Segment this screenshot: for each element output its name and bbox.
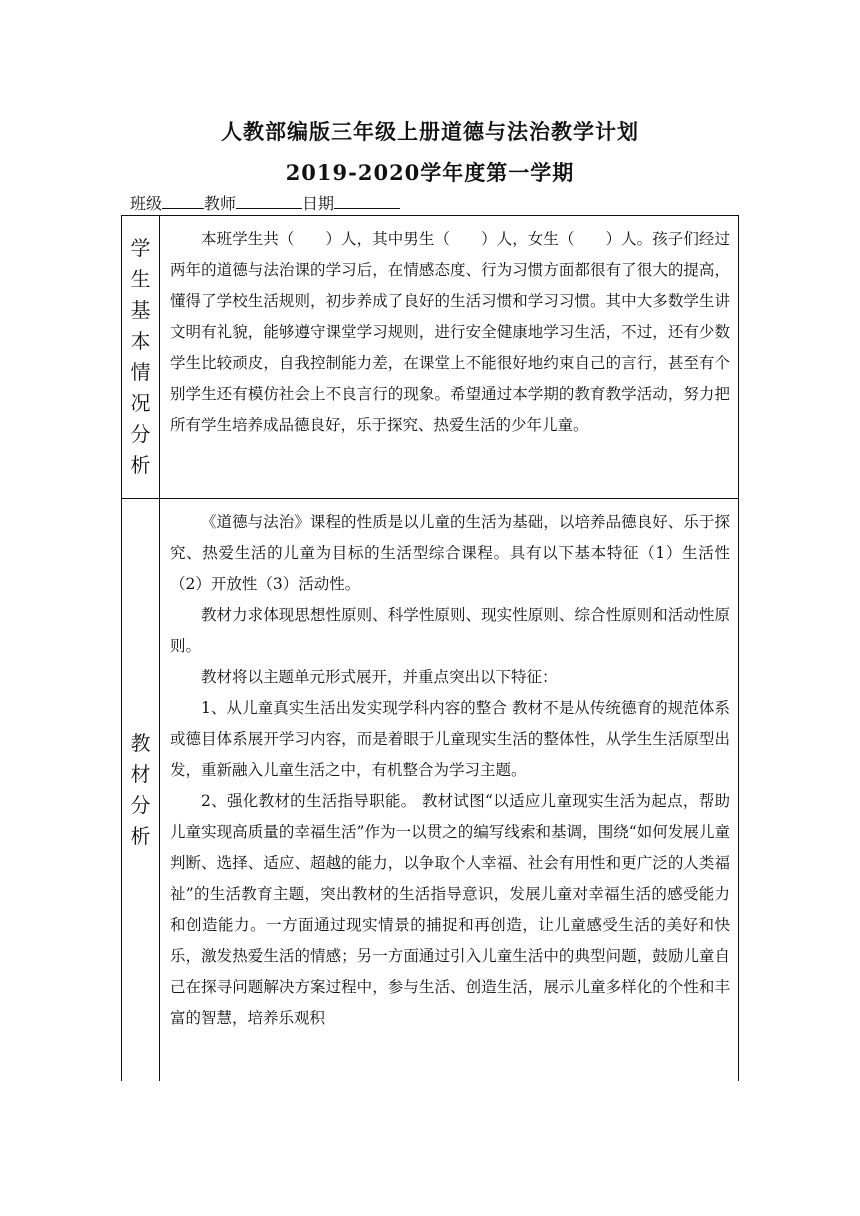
label-char: 基 bbox=[130, 298, 151, 322]
textbook-analysis-content bbox=[160, 499, 739, 1082]
paragraph: 本班学生共（ ）人，其中男生（ ）人，女生（ ）人。孩子们经过两年的道德与法治课的学习后，在情感态度、行为习惯方面都很有了很大的提高，懂得了学校生活规则，初步养成了良好的生活习惯和学习习惯。其中大多数学生讲文明有礼貌，能够遵守课堂学习规则，进行安全健康地学习生活，不过，还有少数学生比较顽皮，自我控制能力差，在课堂上不能很好地约束自己的言行，甚至有个别学生还有模仿社会上不良言行的现象。希望通过本学期的教育教学活动，努力把所有学生培养成品德良好，乐于探究、热爱生活的少年儿童。 bbox=[170, 230, 730, 434]
document-subtitle: 2019-2020学年度第一学期 bbox=[285, 160, 575, 185]
label-char: 材 bbox=[130, 762, 151, 786]
paragraph: 教材力求体现思想性原则、科学性原则、现实性原则、综合性原则和活动性原则。 bbox=[170, 606, 730, 655]
date-label: 日期 bbox=[302, 194, 335, 213]
plan-table bbox=[121, 215, 739, 1081]
paragraph: 《道德与法治》课程的性质是以儿童的生活为基础，以培养品德良好、乐于探究、热爱生活的儿童为目标的生活型综合课程。具有以下基本特征（1）生活性（2）开放性（3）活动性。 bbox=[170, 513, 730, 593]
document-title: 人教部编版三年级上册道德与法治教学计划 bbox=[221, 119, 639, 144]
student-analysis-label-text bbox=[122, 233, 159, 481]
textbook-analysis-label bbox=[122, 499, 160, 1082]
class-label: 班级 bbox=[130, 194, 163, 213]
student-analysis-row bbox=[122, 216, 739, 499]
label-char: 本 bbox=[130, 329, 151, 353]
student-analysis-content bbox=[160, 216, 739, 499]
header-info-line bbox=[130, 191, 400, 214]
label-char: 分 bbox=[130, 422, 151, 446]
textbook-analysis-row bbox=[122, 499, 739, 1082]
label-char: 析 bbox=[130, 824, 151, 848]
label-char: 况 bbox=[130, 391, 151, 415]
label-char: 情 bbox=[130, 360, 151, 384]
paragraph: 2、强化教材的生活指导职能。 教材试图“以适应儿童现实生活为起点，帮助儿童实现高质量的幸福生活”作为一以贯之的编写线索和基调，围绕“如何发展儿童判断、选择、适应、超越的能力，以争取个人幸福、社会有用性和更广泛的人类福祉”的生活教育主题，突出教材的生活指导意识，发展儿童对幸福生活的感受能力和创造能力。一方面通过现实情景的捕捉和再创造，让儿童感受生活的美好和快乐，激发热爱生活的情感；另一方面通过引入儿童生活中的典型问题，鼓励儿童自己在探寻问题解决方案过程中，参与生活、创造生活，展示儿童多样化的个性和丰富的智慧，培养乐观积 bbox=[170, 792, 730, 1027]
label-char: 教 bbox=[130, 731, 151, 755]
label-char: 分 bbox=[130, 793, 151, 817]
date-blank bbox=[334, 194, 400, 209]
textbook-analysis-label-text bbox=[122, 728, 159, 852]
label-char: 生 bbox=[130, 267, 151, 291]
teacher-blank bbox=[236, 194, 302, 209]
paragraph: 教材将以主题单元形式展开，并重点突出以下特征： bbox=[201, 668, 558, 686]
student-analysis-label bbox=[122, 216, 160, 499]
teacher-label: 教师 bbox=[204, 194, 237, 213]
label-char: 学 bbox=[130, 236, 151, 260]
label-char: 析 bbox=[130, 453, 151, 477]
class-blank bbox=[162, 194, 204, 209]
paragraph: 1、从儿童真实生活出发实现学科内容的整合 教材不是从传统德育的规范体系或德目体系展开学习内容，而是着眼于儿童现实生活的整体性，从学生生活原型出发，重新融入儿童生活之中，有机整合为学习主题。 bbox=[170, 699, 730, 779]
